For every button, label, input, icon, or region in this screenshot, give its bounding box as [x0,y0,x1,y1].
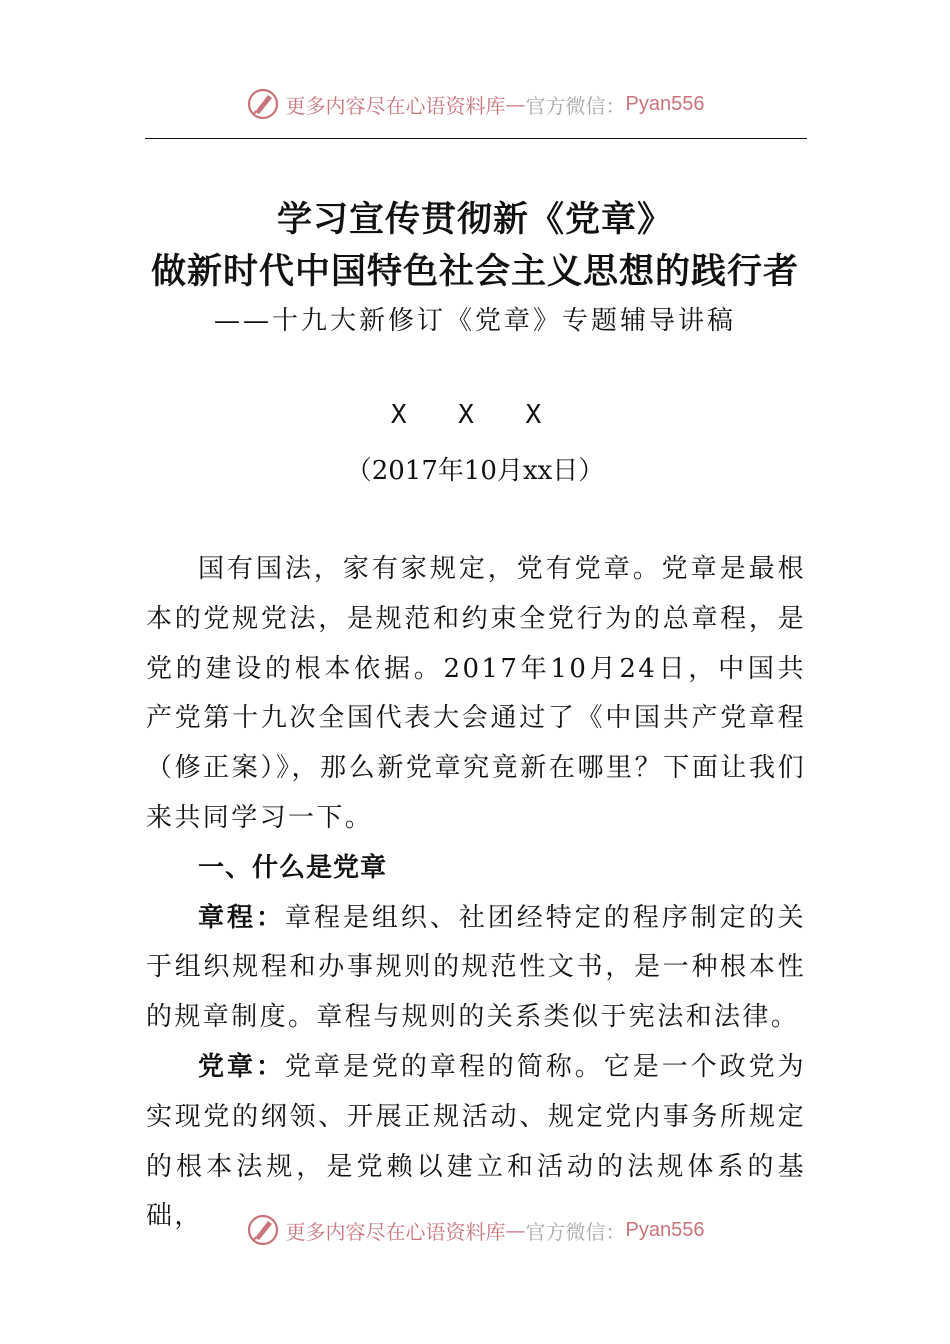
watermark-wechat-label: 官方微信： [525,1219,626,1244]
header-watermark [0,84,950,124]
document-body [146,545,806,1242]
watermark-separator: — [505,1218,526,1242]
section-heading: 一、什么是党章 [198,852,388,883]
definition-text: 章程是组织、社团经特定的程序制定的关于组织规程和办事规则的规范性文书，是一种根本性的规章制度。章程与规则的关系类似于宪法和法律。 [146,902,807,1033]
document-subtitle: ——十九大新修订《党章》专题辅导讲稿 [213,306,736,336]
document-title-line2: 做新时代中国特色社会主义思想的践行者 [150,251,799,292]
definition-term: 章程： [198,902,285,933]
definition-text: 党章是党的章程的简称。它是一个政党为实现党的纲领、开展正规活动、规定党内事务所规定的根本法规，是党赖以建立和活动的法规体系的基础， [146,1051,807,1232]
quill-logo-icon [246,1213,280,1247]
intro-paragraph: 国有国法，家有家规定，党有党章。党章是最根本的党规党法，是规范和约束全党行为的总章程，是党的建设的根本依据。2017年10月24日，中国共产党第十九次全国代表大会通过了《中国共产党章程（修正案）》，那么新党章究竟新在哪里？下面让我们来共同学习一下。 [146,554,806,833]
document-author: X X X [390,400,560,430]
watermark-separator: — [505,92,526,116]
definition-paragraph-charter [146,894,806,1043]
watermark-wechat-id: Pyan556 [625,92,705,115]
watermark-text: 更多内容尽在心语资料库 [285,1219,506,1244]
definition-term: 党章： [198,1051,285,1082]
watermark-text: 更多内容尽在心语资料库 [285,93,506,118]
quill-logo-icon [246,87,280,121]
document-title-line1: 学习宣传贯彻新《党章》 [276,199,673,240]
watermark-wechat-id: Pyan556 [625,1218,705,1241]
header-divider [145,138,807,139]
document-date: （2017年10月xx日） [345,456,605,486]
footer-watermark [0,1210,950,1250]
watermark-wechat-label: 官方微信： [525,93,626,118]
